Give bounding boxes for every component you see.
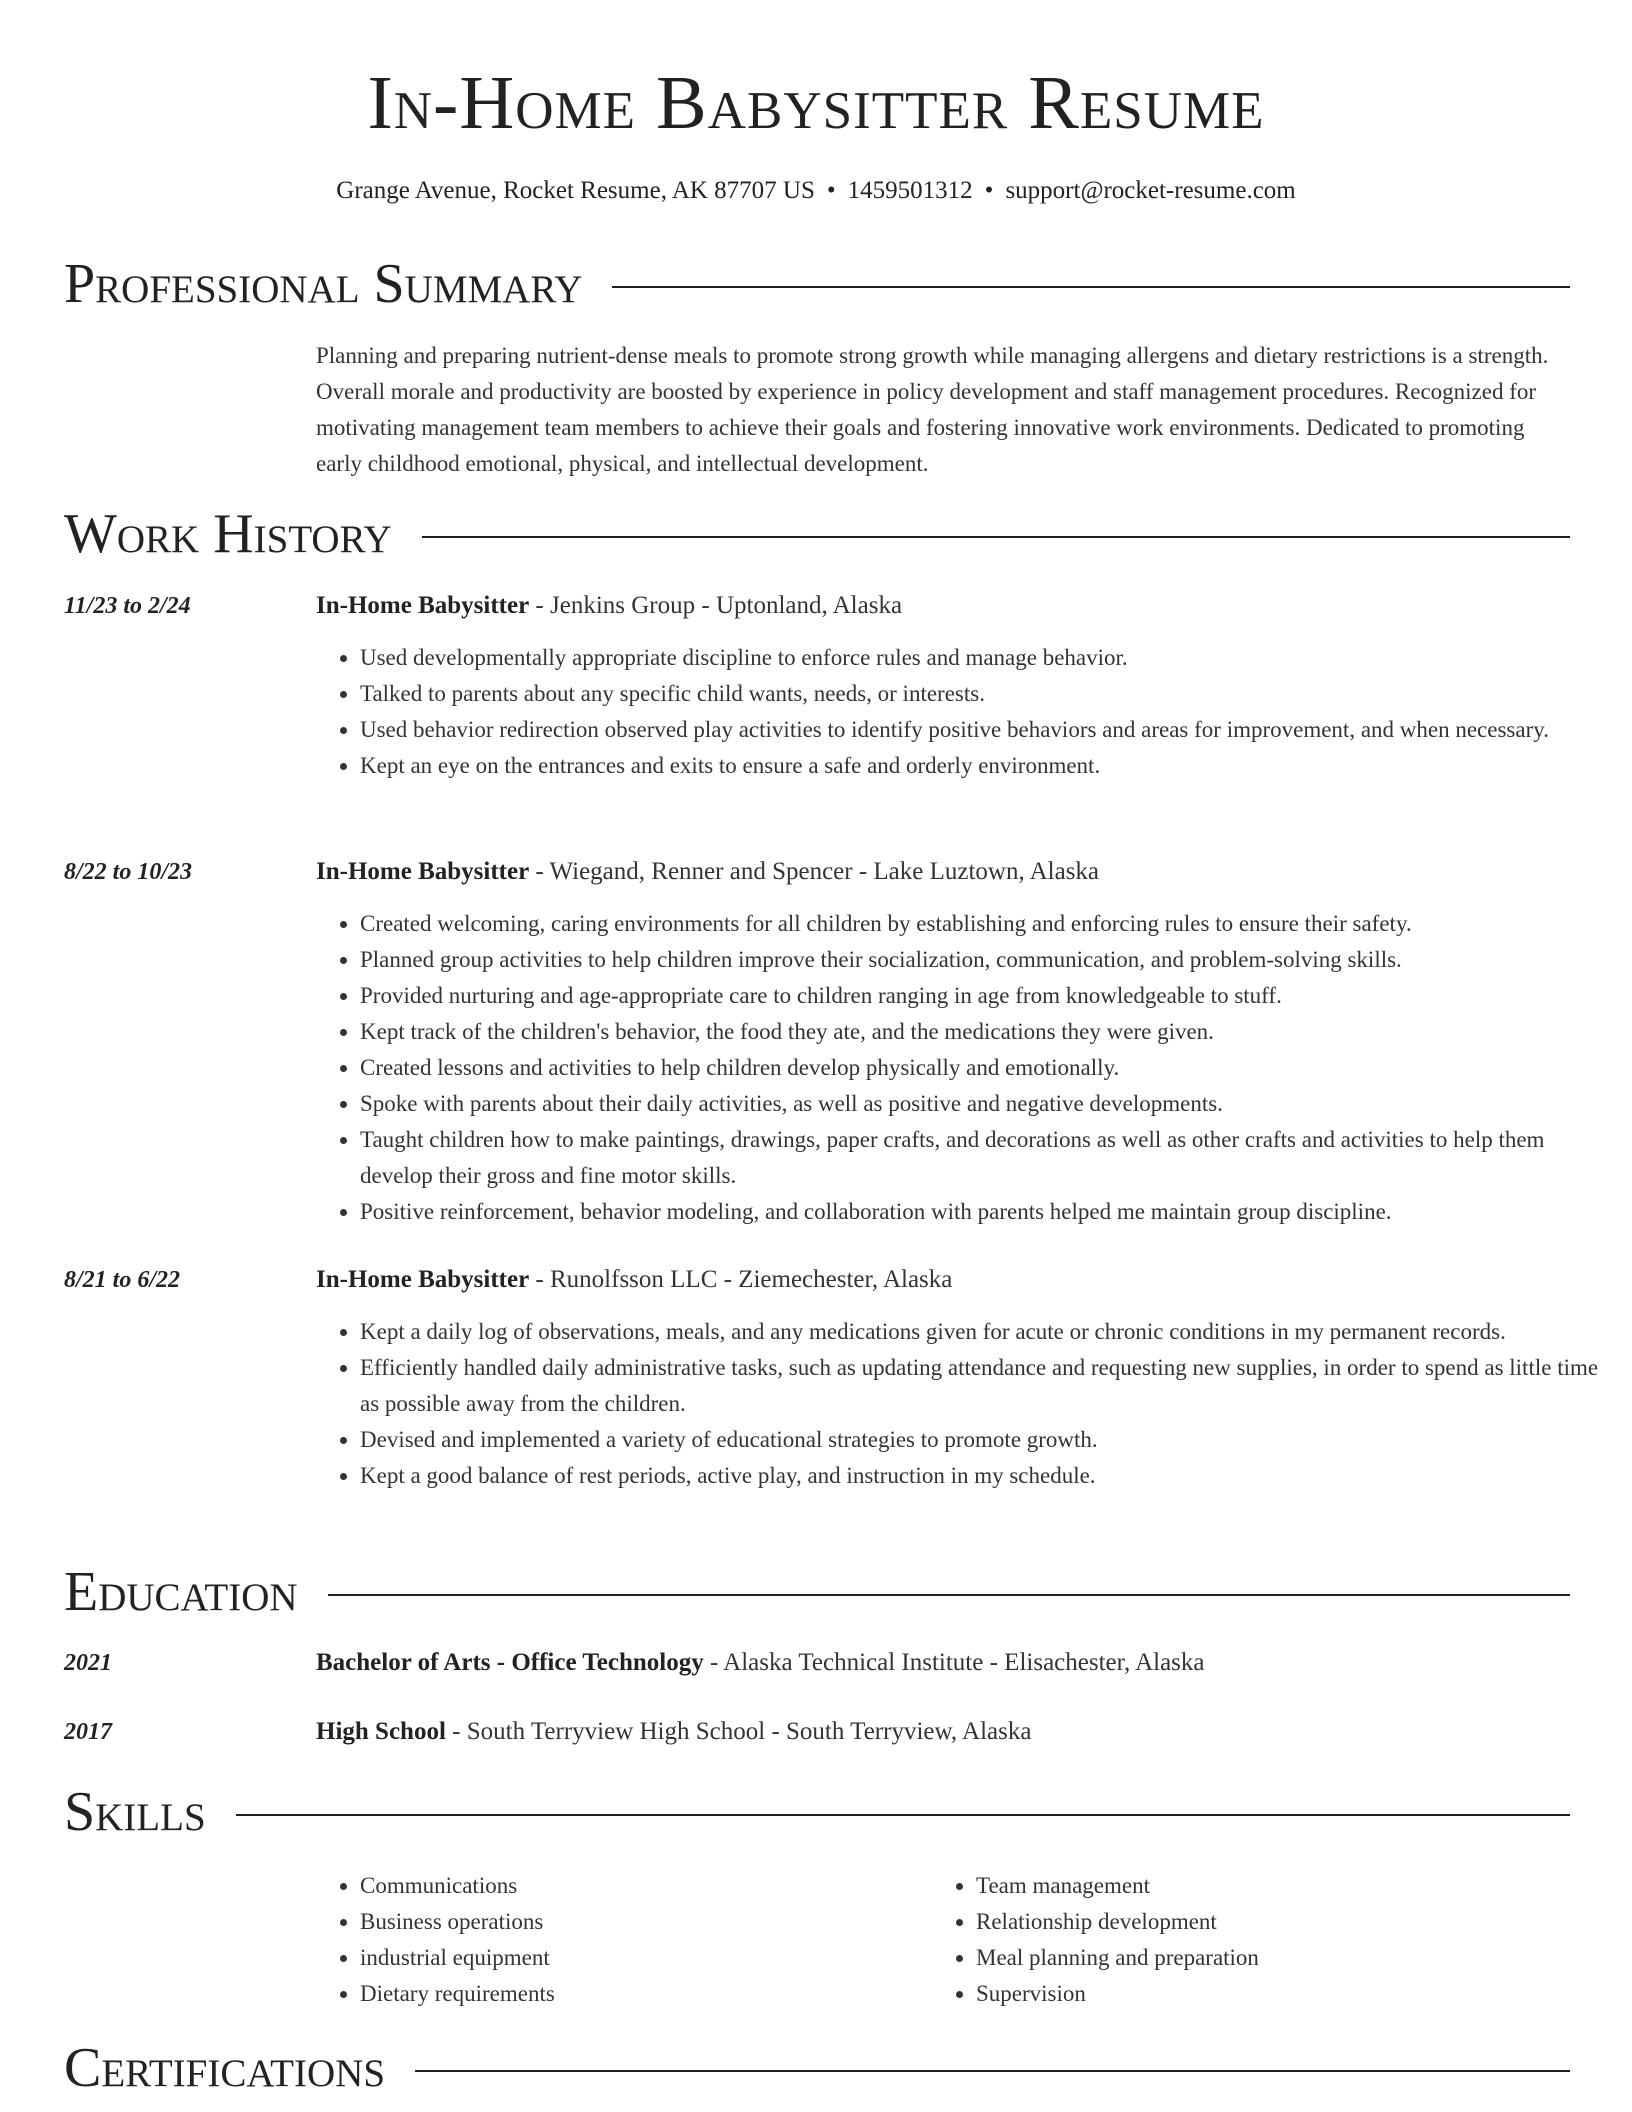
skill-item: • Supervision xyxy=(976,1976,1576,2012)
section-title: Work History xyxy=(64,503,392,565)
job-title: In-Home Babysitter xyxy=(316,592,530,619)
education-school: - South Terryview High School - South Terryview, Alaska xyxy=(445,1718,1032,1745)
section-title: Skills xyxy=(64,1781,206,1843)
skills-list-left xyxy=(316,1868,920,2012)
job-bullet: • Planned group activities to help children improve their socialization, communication, and problem-solving skills. xyxy=(360,942,1614,978)
section-divider xyxy=(415,2070,1570,2072)
job-employer: - Runolfsson LLC - Ziemechester, Alaska xyxy=(529,1266,953,1293)
section-divider xyxy=(328,1594,1570,1596)
job-bullet: • Kept a daily log of observations, meals, and any medications given for acute or chronic conditions in my permanent records. xyxy=(360,1314,1614,1350)
job-bullet: • Kept track of the children's behavior, the food they ate, and the medications they were given. xyxy=(360,1014,1614,1050)
contact-separator: • xyxy=(826,177,836,204)
skill-item: • Team management xyxy=(976,1868,1576,1904)
contact-line xyxy=(0,175,1632,207)
section-heading-skills xyxy=(64,1780,1570,1844)
education-entry xyxy=(316,1716,1570,1748)
job-bullet: • Taught children how to make paintings, drawings, paper crafts, and decorations as well as other crafts and activities to help them develop their gross and fine motor skills. xyxy=(360,1122,1614,1194)
skill-item: • Communications xyxy=(360,1868,920,1904)
section-heading-work-history xyxy=(64,502,1570,566)
section-divider xyxy=(236,1814,1570,1816)
section-divider xyxy=(422,536,1570,538)
job-heading xyxy=(316,856,1570,888)
education-degree: Bachelor of Arts - Office Technology xyxy=(316,1649,704,1676)
section-title: Professional Summary xyxy=(64,253,583,315)
job-bullet: • Devised and implemented a variety of educational strategies to promote growth. xyxy=(360,1422,1614,1458)
contact-email: support@rocket-resume.com xyxy=(1005,177,1296,204)
job-bullet: • Used developmentally appropriate discipline to enforce rules and manage behavior. xyxy=(360,640,1614,676)
contact-phone: 1459501312 xyxy=(847,177,973,204)
skill-item: • Dietary requirements xyxy=(360,1976,920,2012)
job-bullet: • Created lessons and activities to help children develop physically and emotionally. xyxy=(360,1050,1614,1086)
contact-address: Grange Avenue, Rocket Resume, AK 87707 US xyxy=(336,177,815,204)
skill-item: • Relationship development xyxy=(976,1904,1576,1940)
education-year: 2017 xyxy=(64,1719,112,1745)
job-heading xyxy=(316,1264,1570,1296)
job-bullet: • Used behavior redirection observed play activities to identify positive behaviors and areas for improvement, and when necessary. xyxy=(360,712,1614,748)
section-heading-education xyxy=(64,1560,1570,1624)
education-year: 2021 xyxy=(64,1650,112,1676)
job-bullet: • Spoke with parents about their daily activities, as well as positive and negative developments. xyxy=(360,1086,1614,1122)
summary-text: Planning and preparing nutrient-dense meals to promote strong growth while managing allergens and dietary restrictions is a strength. Overall morale and productivity are boosted by experience in policy development and staff management procedures. Recognized for motivating management team members to achieve their goals and fostering innovative work environments. Dedicated to promoting early childhood emotional, physical, and intellectual development. xyxy=(316,343,1549,476)
job-bullet: • Efficiently handled daily administrative tasks, such as updating attendance and requesting new supplies, in order to spend as little time as possible away from the children. xyxy=(360,1350,1614,1422)
job-bullet: • Positive reinforcement, behavior modeling, and collaboration with parents helped me maintain group discipline. xyxy=(360,1194,1614,1230)
job-dates: 8/22 to 10/23 xyxy=(64,859,193,885)
job-title: In-Home Babysitter xyxy=(316,1266,530,1293)
job-dates: 8/21 to 6/22 xyxy=(64,1267,181,1293)
skill-item: • Business operations xyxy=(360,1904,920,1940)
job-title: In-Home Babysitter xyxy=(316,858,530,885)
job-dates: 11/23 to 2/24 xyxy=(64,593,191,619)
job-bullet: • Kept a good balance of rest periods, active play, and instruction in my schedule. xyxy=(360,1458,1614,1494)
section-heading-certifications xyxy=(64,2036,1570,2100)
skills-list-right xyxy=(932,1868,1576,2012)
skill-item: • Meal planning and preparation xyxy=(976,1940,1576,1976)
education-school: - Alaska Technical Institute - Elisachester, Alaska xyxy=(703,1649,1205,1676)
job-bullet: • Talked to parents about any specific child wants, needs, or interests. xyxy=(360,676,1614,712)
job-heading xyxy=(316,590,1570,622)
job-bullet: • Created welcoming, caring environments for all children by establishing and enforcing rules to ensure their safety. xyxy=(360,906,1614,942)
section-heading-summary xyxy=(64,252,1570,316)
resume-title: In-Home Babysitter Resume xyxy=(367,61,1265,145)
education-entry xyxy=(316,1647,1570,1679)
skill-item: • industrial equipment xyxy=(360,1940,920,1976)
job-employer: - Jenkins Group - Uptonland, Alaska xyxy=(529,592,903,619)
job-employer: - Wiegand, Renner and Spencer - Lake Luztown, Alaska xyxy=(529,858,1100,885)
job-bullets xyxy=(316,640,1614,784)
job-bullets xyxy=(316,906,1614,1230)
section-title: Certifications xyxy=(64,2037,386,2099)
contact-separator: • xyxy=(984,177,994,204)
section-title: Education xyxy=(64,1561,298,1623)
section-divider xyxy=(612,286,1570,288)
job-bullet: • Provided nurturing and age-appropriate care to children ranging in age from knowledgeable to stuff. xyxy=(360,978,1614,1014)
job-bullet: • Kept an eye on the entrances and exits to ensure a safe and orderly environment. xyxy=(360,748,1614,784)
education-degree: High School xyxy=(316,1718,446,1745)
job-bullets xyxy=(316,1314,1614,1494)
